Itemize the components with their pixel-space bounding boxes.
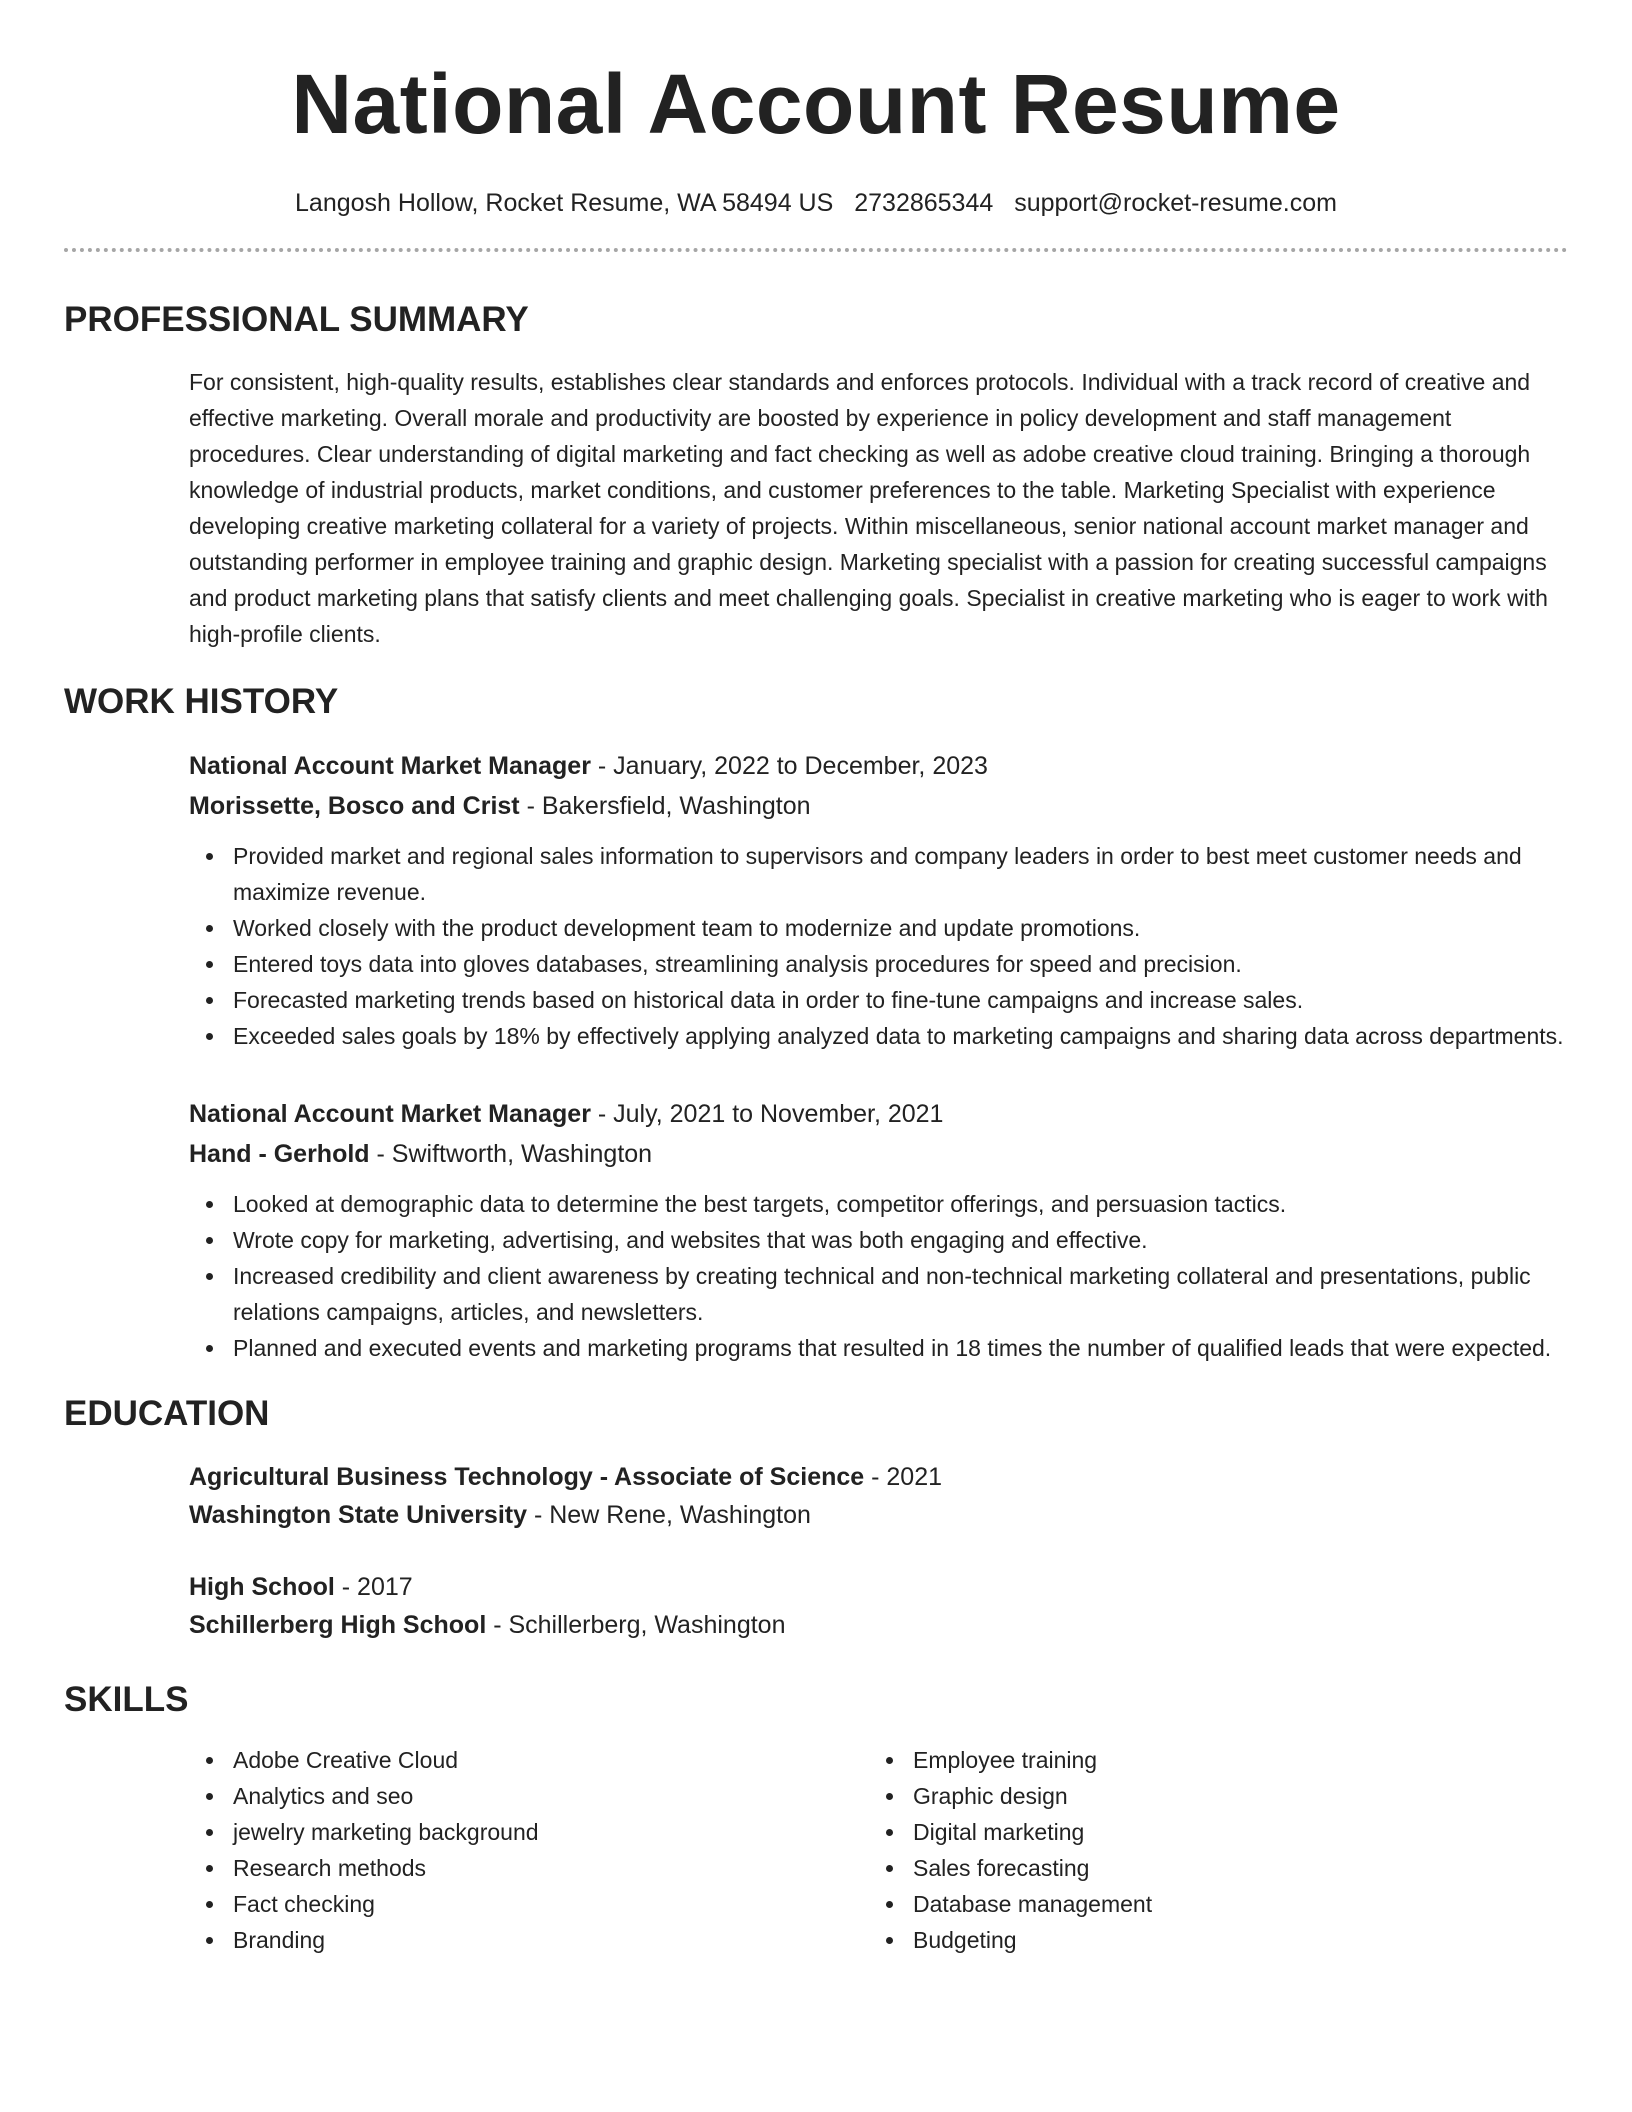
education-degree-line bbox=[189, 1458, 1568, 1496]
job-dates: - January, 2022 to December, 2023 bbox=[590, 752, 988, 780]
work-history-heading: WORK HISTORY bbox=[64, 682, 339, 721]
education-school-line bbox=[189, 1606, 1568, 1644]
skill-item: Digital marketing bbox=[869, 1814, 1549, 1850]
skill-item: jewelry marketing background bbox=[189, 1814, 869, 1850]
job-title-line bbox=[189, 1094, 1568, 1134]
skill-item: Employee training bbox=[869, 1742, 1549, 1778]
header-divider bbox=[64, 248, 1568, 252]
education-degree: Agricultural Business Technology - Associate of Science bbox=[189, 1463, 865, 1491]
summary-heading: PROFESSIONAL SUMMARY bbox=[64, 300, 529, 339]
education-year: - 2021 bbox=[864, 1463, 943, 1491]
skill-item: Graphic design bbox=[869, 1778, 1549, 1814]
contact-phone: 2732865344 bbox=[854, 189, 994, 217]
skill-item: Sales forecasting bbox=[869, 1850, 1549, 1886]
job-bullet: Exceeded sales goals by 18% by effectively applying analyzed data to marketing campaigns and sharing data across departments. bbox=[189, 1018, 1568, 1054]
job-company-line bbox=[189, 786, 1568, 826]
job-company: Morissette, Bosco and Crist bbox=[189, 792, 520, 820]
skill-item: Analytics and seo bbox=[189, 1778, 869, 1814]
job-company-line bbox=[189, 1134, 1568, 1174]
education-school-line bbox=[189, 1496, 1568, 1534]
education-location: - Schillerberg, Washington bbox=[486, 1611, 786, 1639]
job-bullet: Wrote copy for marketing, advertising, and websites that was both engaging and effective. bbox=[189, 1222, 1568, 1258]
summary-section bbox=[189, 364, 1568, 652]
job-dates: - July, 2021 to November, 2021 bbox=[590, 1100, 944, 1128]
summary-text: For consistent, high-quality results, establishes clear standards and enforces protocols. Individual with a track record of creative and effective marketing. Overall morale and productivity are boosted by experience in policy development and staff management procedures. Clear understanding of digital marketing and fact checking as well as adobe creative cloud training. Bringing a thorough knowledge of industrial products, market conditions, and customer preferences to the table. Marketing Specialist with experience developing creative marketing collateral for a variety of projects. Within miscellaneous, senior national account market manager and outstanding performer in employee training and graphic design. Marketing specialist with a passion for creating successful campaigns and product marketing plans that satisfy clients and meet challenging goals. Specialist in creative marketing who is eager to work with high-profile clients. bbox=[189, 369, 1548, 647]
skill-item: Database management bbox=[869, 1886, 1549, 1922]
contact-line bbox=[64, 186, 1568, 220]
education-school: Schillerberg High School bbox=[189, 1611, 487, 1639]
job-bullet: Entered toys data into gloves databases, streamlining analysis procedures for speed and precision. bbox=[189, 946, 1568, 982]
skills-list-left bbox=[189, 1742, 869, 1958]
skill-item: Fact checking bbox=[189, 1886, 869, 1922]
job-bullet: Forecasted marketing trends based on historical data in order to fine-tune campaigns and increase sales. bbox=[189, 982, 1568, 1018]
education-entry bbox=[189, 1458, 1568, 1534]
skills-section bbox=[189, 1742, 1568, 1958]
skill-item: Adobe Creative Cloud bbox=[189, 1742, 869, 1778]
job-bullet: Increased credibility and client awareness by creating technical and non-technical marketing collateral and presentations, public relations campaigns, articles, and newsletters. bbox=[189, 1258, 1568, 1330]
job-bullet: Worked closely with the product development team to modernize and update promotions. bbox=[189, 910, 1568, 946]
job-company: Hand - Gerhold bbox=[189, 1140, 370, 1168]
job-title: National Account Market Manager bbox=[189, 1100, 591, 1128]
education-heading: EDUCATION bbox=[64, 1394, 270, 1433]
skills-columns bbox=[189, 1742, 1568, 1958]
skill-item: Research methods bbox=[189, 1850, 869, 1886]
job-bullet: Provided market and regional sales information to supervisors and company leaders in order to best meet customer needs and maximize revenue. bbox=[189, 838, 1568, 910]
education-degree-line bbox=[189, 1568, 1568, 1606]
job-title: National Account Market Manager bbox=[189, 752, 591, 780]
job-location: - Swiftworth, Washington bbox=[369, 1140, 653, 1168]
job-title-line bbox=[189, 746, 1568, 786]
work-history-section bbox=[189, 746, 1568, 1366]
job-entry bbox=[189, 746, 1568, 1054]
job-location: - Bakersfield, Washington bbox=[519, 792, 811, 820]
education-year: - 2017 bbox=[334, 1573, 413, 1601]
skills-list-right bbox=[869, 1742, 1549, 1958]
skill-item: Branding bbox=[189, 1922, 869, 1958]
education-location: - New Rene, Washington bbox=[527, 1501, 811, 1529]
resume-title: National Account Resume bbox=[291, 57, 1341, 151]
contact-email: support@rocket-resume.com bbox=[1014, 189, 1337, 217]
contact-address: Langosh Hollow, Rocket Resume, WA 58494 US bbox=[295, 189, 834, 217]
job-bullet: Planned and executed events and marketing programs that resulted in 18 times the number of qualified leads that were expected. bbox=[189, 1330, 1568, 1366]
education-section bbox=[189, 1458, 1568, 1644]
skill-item: Budgeting bbox=[869, 1922, 1549, 1958]
education-degree: High School bbox=[189, 1573, 335, 1601]
education-school: Washington State University bbox=[189, 1501, 528, 1529]
job-bullet: Looked at demographic data to determine the best targets, competitor offerings, and persuasion tactics. bbox=[189, 1186, 1568, 1222]
job-bullets bbox=[189, 1186, 1568, 1366]
job-bullets bbox=[189, 838, 1568, 1054]
job-entry bbox=[189, 1094, 1568, 1366]
education-entry bbox=[189, 1568, 1568, 1644]
skills-heading: SKILLS bbox=[64, 1680, 189, 1719]
